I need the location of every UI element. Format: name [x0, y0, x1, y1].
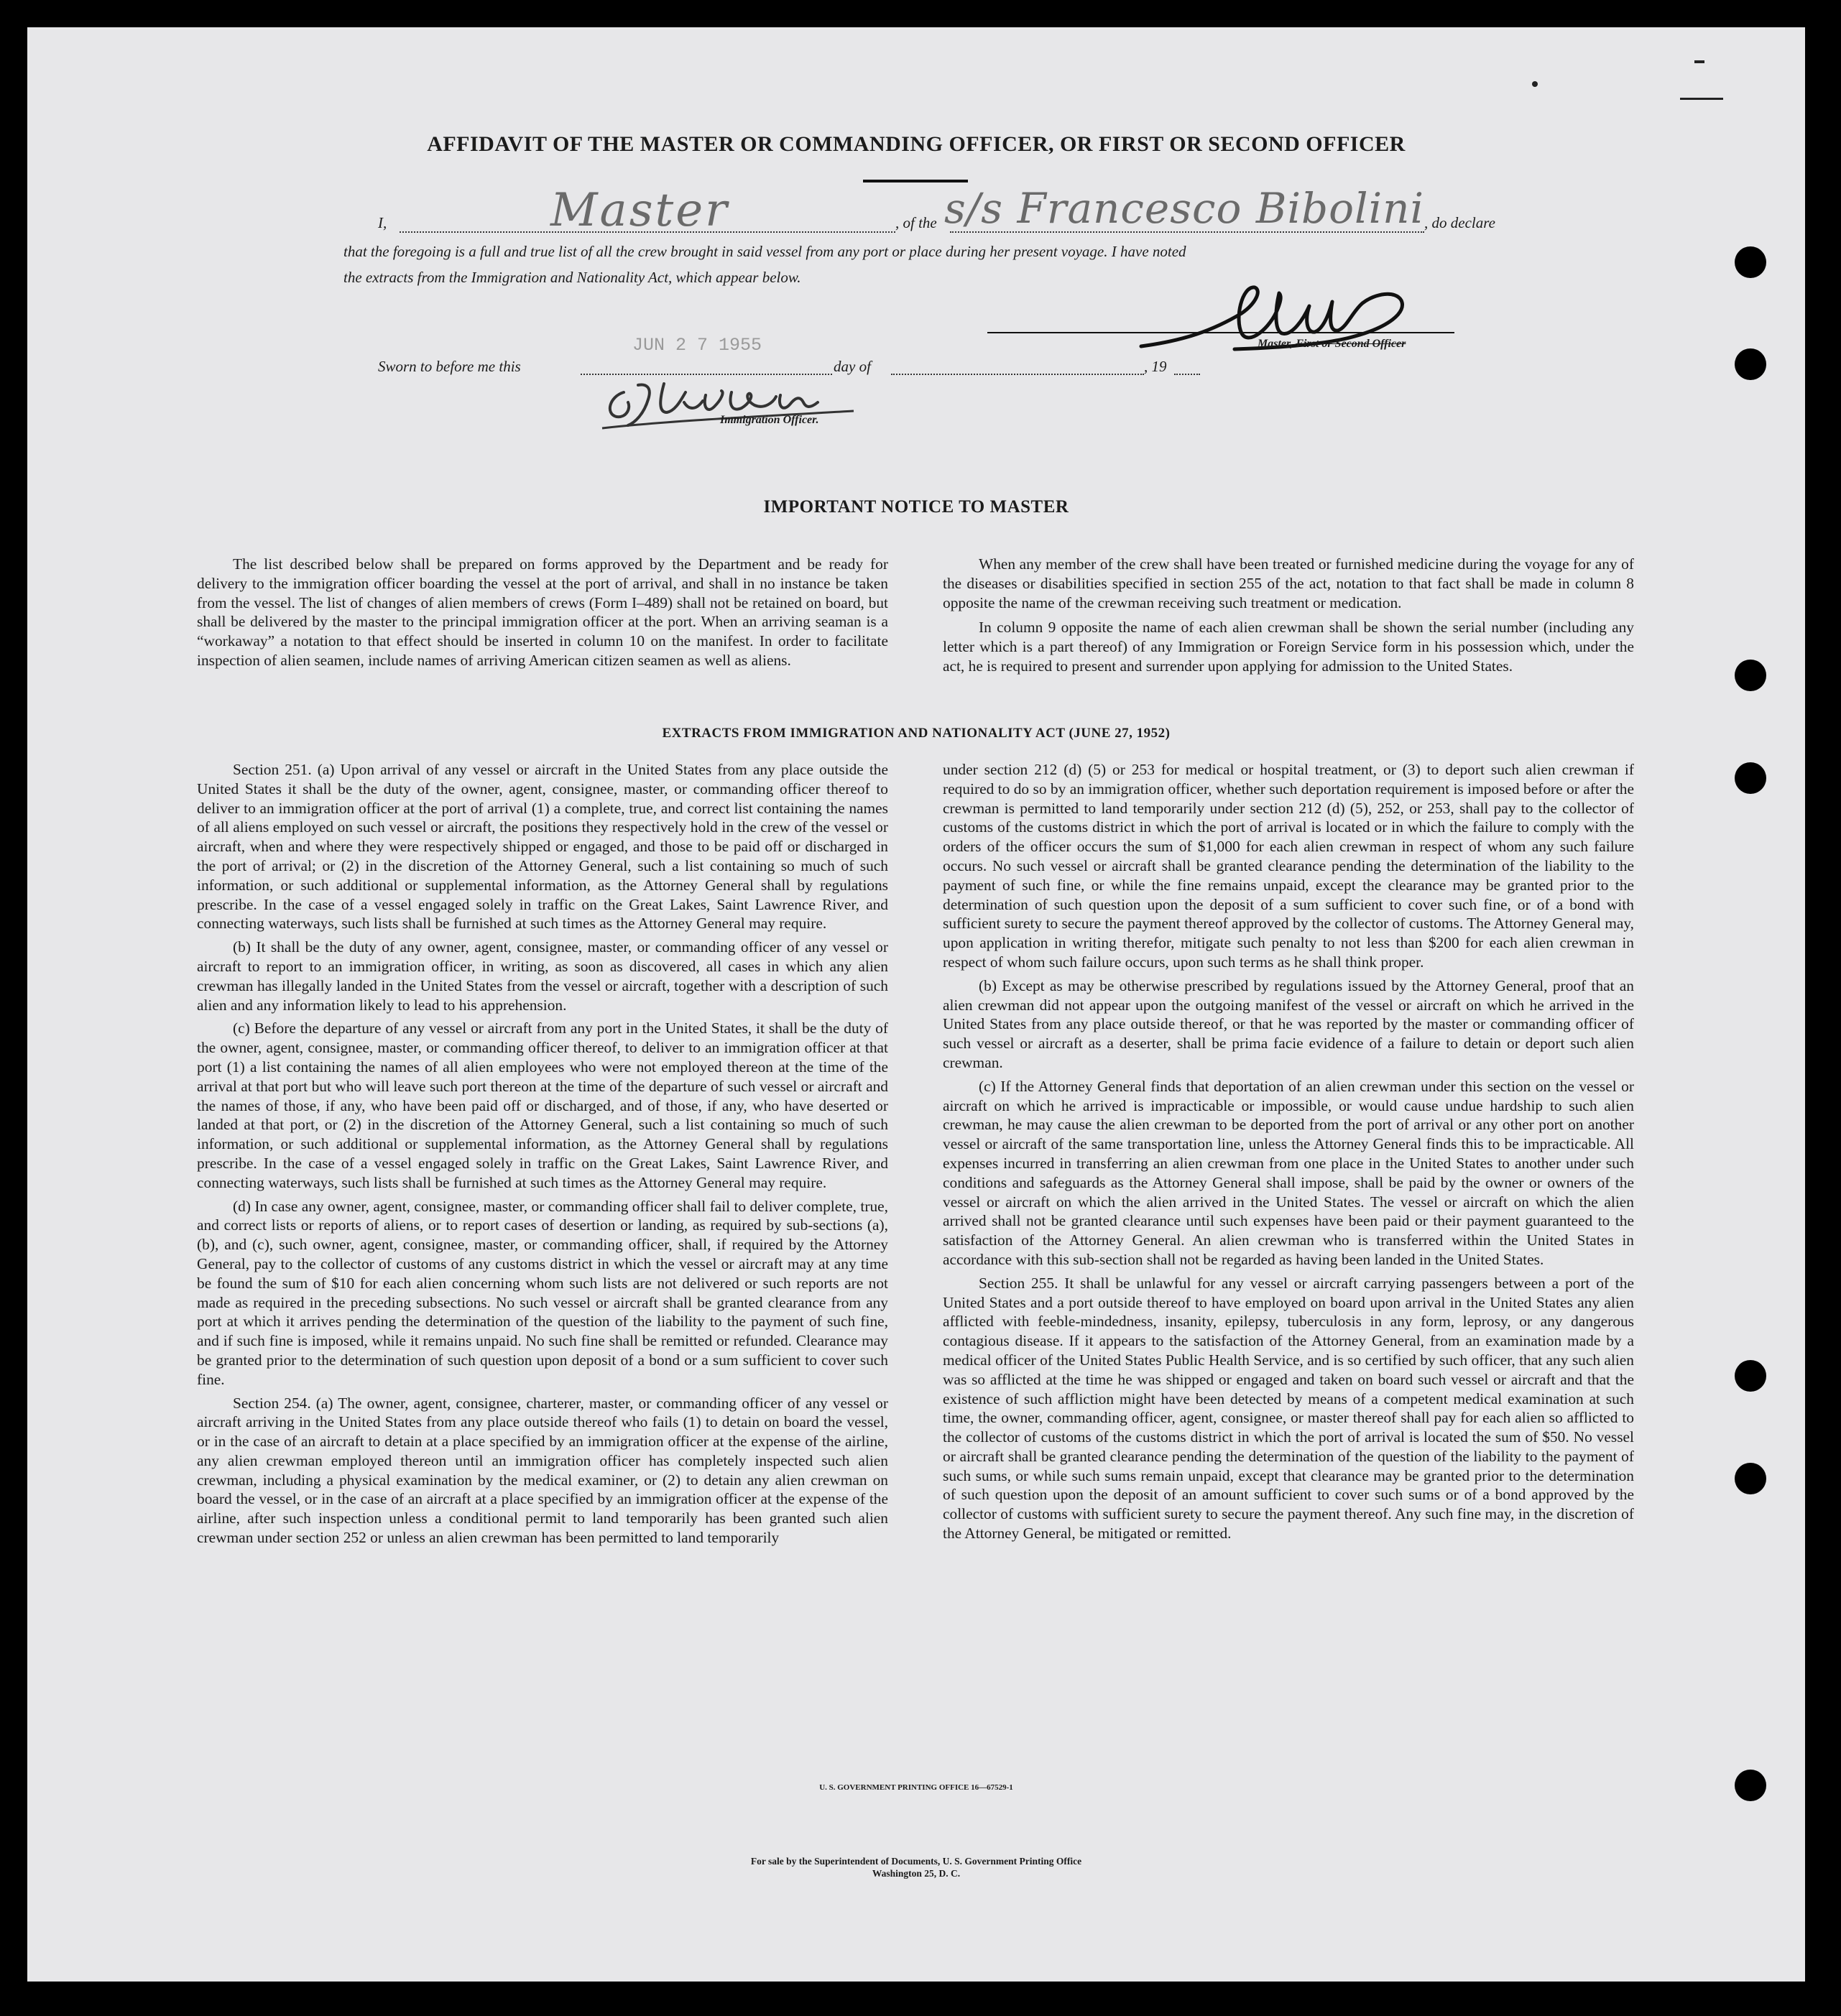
extracts-left-column — [197, 760, 888, 1548]
section-251-d: (d) In case any owner, agent, consignee, master, or commanding officer shall fail to deliver complete, true, and correct lists or reports of aliens, or to report cases of desertion or landing, as required by sub-sections (a), (b), and (c), such owner, agent, consignee, master, or commanding officer, shall, if required by the Attorney General, pay to the collector of customs of any customs district in which the vessel or aircraft may at any time be found the sum of $10 for each alien concerning whom such lists are not delivered or such reports are not made as required in the preceding subsections. No such vessel or aircraft shall be granted clearance from any port at which it arrives pending the determination of the question of the liability to the payment of such fine, and if such fine is imposed, while it remains unpaid. No such fine shall be remitted or refunded. Clearance may be granted prior to the determination of such question upon deposit of a bond or a sum sufficient to cover such fine. — [197, 1197, 888, 1388]
scan-mark — [1680, 98, 1723, 100]
day-of-label: day of — [834, 358, 871, 375]
date-stamp: JUN 2 7 1955 — [632, 335, 762, 356]
section-254-a-continued: under section 212 (d) (5) or 253 for medical or hospital treatment, or (3) to deport such alien crewman if required to do so by an immigration officer, whether such deportation requirement is imposed before or after the crewman is permitted to land temporarily under section 212 (d) (5), 252, or 253, shall pay to the collector of customs of the customs district in which the port of arrival is located or in which the failure to comply with the orders of the officer occurs the sum of $1,000 for each alien crewman in respect of whom any such failure occurs. No such vessel or aircraft shall be granted clearance pending the determination of the liability to the payment of such fine, or while the fine remains unpaid, except the clearance may be granted prior to the determination of such question upon the deposit of a sum sufficient to cover such fine, or of a bond with sufficient surety to secure the payment thereof approved by the collector of customs. The Attorney General may, upon application in writing therefor, mitigate such penalty to not less than $200 for each alien crewman in respect of whom such failure occurs, upon such terms as he shall think proper. — [943, 761, 1634, 971]
notice-title: IMPORTANT NOTICE TO MASTER — [763, 497, 1069, 517]
notice-right-column — [943, 555, 1634, 676]
declare-label: , do declare — [1424, 214, 1495, 231]
section-251-c: (c) Before the departure of any vessel or aircraft from any port in the United States, it shall be the duty of the owner, agent, consignee, master, or commanding officer thereof, to deliver to an immigration officer at that port (1) a list containing the names of all alien employees who were not employed thereon at the time of the arrival at that port but who will leave such port thereon at the time of the departure of such vessel or aircraft and the names of those, if any, who have been paid off or discharged, and of those, if any, who have deserted or landed at that port, or (2) in the discretion of the Attorney General, such a list containing so much of such information, or such additional or supplemental information, as the Attorney General shall by regulations prescribe. In the case of a vessel engaged solely in traffic on the Great Lakes, Saint Lawrence River, and connecting waterways, such lists shall be furnished at such times as the Attorney General may require. — [197, 1019, 888, 1191]
handwritten-vessel-name: s/s Francesco Bibolini — [944, 184, 1425, 233]
document-page — [27, 27, 1805, 1982]
year-label: , 19 — [1144, 358, 1167, 375]
immigration-officer-caption: Immigration Officer. — [720, 414, 819, 426]
notice-left-column — [197, 555, 888, 670]
section-254-c: (c) If the Attorney General finds that deportation of an alien crewman under this section on the vessel or aircraft on which he arrived is impracticable or impossible, or would cause undue hardship to such alien crewman, he may cause the alien crewman to be deported from the port of arrival or any other port on another vessel or aircraft of the same transportation line, unless the Attorney General finds this to be impracticable. All expenses incurred in transferring an alien crewman from one place in the United States to another under such conditions and safeguards as the Attorney General shall impose, shall be paid by the owner or owners of the vessel or aircraft on which the alien arrived in the United States. The vessel or aircraft on which the alien arrived shall not be granted clearance until such expenses have been paid or their payment guaranteed to the satisfaction of the Attorney General. An alien crewman who is transferred within the United States in accordance with this sub-section shall not be regarded as having been landed in the United States. — [943, 1077, 1634, 1268]
struck-officer-text: First or Second Officer — [1296, 338, 1406, 350]
printing-office-line: U. S. GOVERNMENT PRINTING OFFICE 16—67529-1 — [819, 1783, 1013, 1792]
notice-right-paragraph-1: When any member of the crew shall have been treated or furnished medicine during the voyage for any of the diseases or disabilities specified in section 255 of the act, notation to that fact shall be made in column 8 opposite the name of the crewman receiving such treatment or medication. — [943, 555, 1634, 611]
section-255: Section 255. It shall be unlawful for any vessel or aircraft carrying passengers between a port of the United States and a port outside thereof to have employed on board upon arrival in the United States any alien afflicted with feeble-mindedness, insanity, epilepsy, tuberculosis in any form, leprosy, or any dangerous contagious disease. If it appears to the satisfaction of the Attorney General, from an examination made by a medical officer of the United States Public Health Service, and is so certified by such officer, that any such alien was so afflicted at the time he was shipped or engaged and taken on board such vessel or aircraft and that the existence of such affliction might have been detected by means of a competent medical examination at such time, the owner, commanding officer, agent, consignee, or master thereof shall pay for each alien so afflicted to the collector of customs of the customs district in which the port of arrival is located the sum of $50. No vessel or aircraft shall be granted clearance pending the determination of the question of the liability to the payment of such sums, or while such sums remain unpaid, except that clearance may be granted prior to the determination of such question upon the deposit of an amount sufficient to cover such sums or of a bond approved by the collector of customs with sufficient surety to secure the payment thereof. Any such fine may, in the discretion of the Attorney General, be mitigated or remitted. — [943, 1274, 1634, 1543]
sworn-month-blank — [891, 374, 1144, 375]
sale-line-2: Washington 25, D. C. — [872, 1868, 961, 1879]
scan-mark — [1532, 81, 1538, 87]
sale-line-1: For sale by the Superintendent of Documents, U. S. Government Printing Office — [750, 1856, 1082, 1867]
declaration-line-3: the extracts from the Immigration and Nationality Act, which appear below. — [343, 269, 801, 286]
extracts-right-column — [943, 760, 1634, 1543]
scan-mark — [1694, 60, 1704, 63]
affidavit-title: AFFIDAVIT OF THE MASTER OR COMMANDING OFFICER, OR FIRST OR SECOND OFFICER — [427, 132, 1406, 156]
binder-hole — [1735, 348, 1766, 380]
master-caption-text: Master, — [1258, 338, 1296, 350]
section-251-b: (b) It shall be the duty of any owner, agent, consignee, master, or commanding officer of any vessel or aircraft to report to an immigration officer, in writing, as soon as discovered, all cases in which any alien crewman has illegally landed in the United States from the vessel or aircraft, together with a description of such alien and any information likely to lead to his apprehension. — [197, 938, 888, 1014]
declaration-line-2: that the foregoing is a full and true list of all the crew brought in said vessel from any port or place during her present voyage. I have noted — [343, 243, 1186, 260]
sworn-year-blank — [1174, 374, 1200, 375]
notice-right-paragraph-2: In column 9 opposite the name of each alien crewman shall be shown the serial number (including any letter which is a part thereof) of any Immigration or Foreign Service form in his possession which, under the act, he is required to present and surrender upon applying for admission to the United States. — [943, 619, 1634, 675]
binder-hole — [1735, 1360, 1766, 1392]
section-254-a: Section 254. (a) The owner, agent, consignee, charterer, master, or commanding officer of any vessel or aircraft arriving in the United States from any place outside thereof who fails (1) to detain on board the vessel, or in the case of an aircraft to detain at a place specified by an immigration officer at the expense of the airline, any alien crewman employed thereon until an immigration officer has completely inspected such alien crewman, including a physical examination by the medical examiner, or (2) to detain any alien crewman on board the vessel, or in the case of an aircraft at a place specified by an immigration officer at the expense of the airline, after such inspection unless a conditional permit to land temporarily has been granted such alien crewman under section 252 or unless an alien crewman has been permitted to land temporarily — [197, 1394, 888, 1547]
handwritten-rank: Master — [550, 184, 729, 237]
signature-line — [987, 332, 1454, 333]
extracts-title: EXTRACTS FROM IMMIGRATION AND NATIONALITY ACT (JUNE 27, 1952) — [662, 726, 1171, 741]
sworn-label: Sworn to before me this — [378, 358, 521, 375]
of-the-label: , of the — [895, 214, 937, 231]
notice-left-paragraph: The list described below shall be prepared on forms approved by the Department and be ready for delivery to the immigration officer boarding the vessel at the port of arrival, and shall in no instance be taken from the vessel. The list of changes of alien members of crews (Form I–489) shall not be retained on board, but shall be delivered by the master to the principal immigration officer at the port. When an arriving seaman is a “workaway” a notation to that effect should be inserted in column 10 on the manifest. In order to facilitate inspection of alien seamen, include names of arriving American citizen seamen as well as aliens. — [197, 555, 888, 669]
master-caption — [1258, 338, 1406, 351]
section-251-a: Section 251. (a) Upon arrival of any vessel or aircraft in the United States from any place outside the United States it shall be the duty of the owner, agent, consignee, master, or commanding officer thereof to deliver to an immigration officer at the port of arrival (1) a complete, true, and correct list containing the names of all aliens employed on such vessel or aircraft, the positions they respectively hold in the crew of the vessel or aircraft, when and where they were respectively shipped or engaged, and those to be paid off or discharged in the port of arrival; or (2) in the discretion of the Attorney General, such a list containing so much of such information, or such additional or supplemental information, as the Attorney General shall by regulations prescribe. In the case of a vessel engaged solely in traffic on the Great Lakes, Saint Lawrence River, and connecting waterways, such lists shall be furnished at such times as the Attorney General may require. — [197, 761, 888, 933]
section-254-b: (b) Except as may be otherwise prescribed by regulations issued by the Attorney General, proof that an alien crewman did not appear upon the outgoing manifest of the vessel or aircraft on which he arrived in the United States from any place outside thereof, or that he was reported by the master or commanding officer of such vessel or aircraft as a deserter, shall be prima facie evidence of a failure to detain or deport such alien crewman. — [943, 976, 1634, 1071]
binder-hole — [1735, 246, 1766, 278]
binder-hole — [1735, 660, 1766, 691]
declarant-prefix: I, — [378, 214, 387, 231]
binder-hole — [1735, 1463, 1766, 1494]
title-rule — [863, 180, 968, 182]
binder-hole — [1735, 762, 1766, 794]
